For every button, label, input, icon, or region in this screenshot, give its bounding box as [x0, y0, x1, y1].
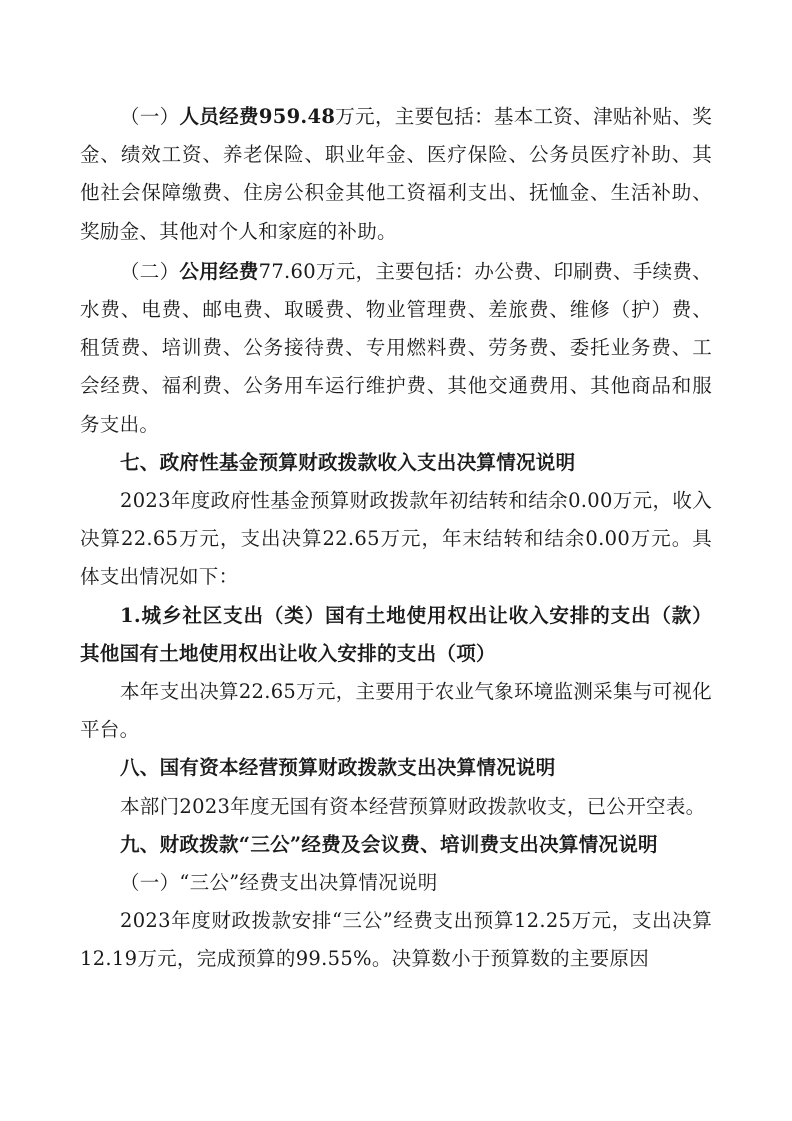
public-expense-prefix: （二） [120, 259, 180, 283]
public-expense-paragraph [80, 253, 712, 444]
section-8-body: 本部门2023年度无国有资本经营预算财政拨款收支，已公开空表。 [120, 794, 706, 818]
personnel-expense-label: 人员经费 [179, 105, 259, 128]
section-9-heading: 九、财政拨款“三公”经费及会议费、培训费支出决算情况说明 [120, 832, 658, 856]
section-7-heading: 七、政府性基金预算财政拨款收入支出决算情况说明 [120, 450, 576, 474]
section-9-body: 2023年度财政拨款安排“三公”经费支出预算12.25万元，支出决算12.19万元，完成预算的99.55%。决算数小于预算数的主要原因 [80, 909, 712, 971]
section-7-body: 2023年度政府性基金预算财政拨款年初结转和结余0.00万元，收入决算22.65万元，支出决算22.65万元，年末结转和结余0.00万元。具体支出情况如下： [80, 489, 712, 589]
document-body [80, 98, 712, 979]
section-8-heading: 八、国有资本经营预算财政拨款支出决算情况说明 [120, 756, 556, 780]
section-9-sub-heading: （一）“三公”经费支出决算情况说明 [120, 871, 438, 895]
public-expense-label: 公用经费 [179, 259, 259, 283]
personnel-expense-prefix: （一） [120, 105, 180, 128]
section-7-item-heading: 1.城乡社区支出（类）国有土地使用权出让收入安排的支出（款）其他国有土地使用权出让收入安排的支出（项） [80, 603, 712, 665]
public-expense-text: 77.60万元，主要包括：办公费、印刷费、手续费、水费、电费、邮电费、取暖费、物业管理费、差旅费、维修（护）费、租赁费、培训费、公务接待费、专用燃料费、劳务费、委托业务费、工会经费、福利费、公务用车运行维护费、其他交通费用、其他商品和服务支出。 [80, 259, 713, 436]
section-7-item-body: 本年支出决算22.65万元，主要用于农业气象环境监测采集与可视化平台。 [80, 680, 712, 742]
personnel-expense-paragraph [80, 98, 712, 251]
personnel-expense-amount: 959.48 [258, 105, 336, 128]
personnel-expense-text: 万元，主要包括：基本工资、津贴补贴、奖金、绩效工资、养老保险、职业年金、医疗保险、公务员医疗补助、其他社会保障缴费、住房公积金其他工资福利支出、抚恤金、生活补助、奖励金、其他对个人和家庭的补助。 [80, 105, 713, 243]
